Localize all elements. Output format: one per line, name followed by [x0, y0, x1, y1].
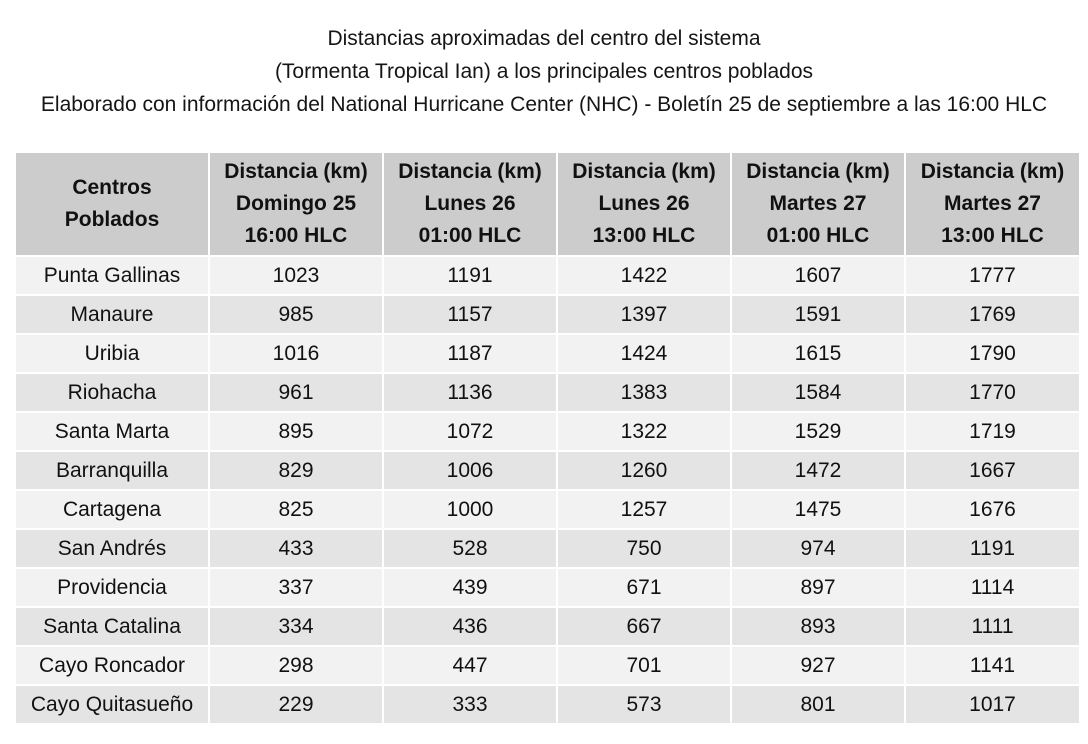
header-domingo-25-1600: Distancia (km) Domingo 25 16:00 HLC	[209, 153, 383, 256]
table-row	[16, 646, 1079, 685]
cell-centro: Cayo Quitasueño	[16, 685, 209, 723]
table-body	[16, 256, 1079, 723]
table-row	[16, 568, 1079, 607]
cell-centro: Manaure	[16, 295, 209, 334]
cell-distance: 825	[209, 490, 383, 529]
cell-centro: Cayo Roncador	[16, 646, 209, 685]
cell-distance: 701	[557, 646, 731, 685]
cell-distance: 1397	[557, 295, 731, 334]
cell-distance: 1424	[557, 334, 731, 373]
cell-distance: 1591	[731, 295, 905, 334]
cell-distance: 1191	[905, 529, 1079, 568]
cell-distance: 1111	[905, 607, 1079, 646]
title-line-2: (Tormenta Tropical Ian) a los principales centros poblados	[274, 60, 814, 83]
cell-distance: 671	[557, 568, 731, 607]
cell-distance: 1257	[557, 490, 731, 529]
cell-centro: Santa Catalina	[16, 607, 209, 646]
cell-distance: 436	[383, 607, 557, 646]
cell-distance: 1667	[905, 451, 1079, 490]
cell-distance: 801	[731, 685, 905, 723]
table-row	[16, 256, 1079, 295]
cell-distance: 1141	[905, 646, 1079, 685]
cell-distance: 1383	[557, 373, 731, 412]
table-row	[16, 334, 1079, 373]
distance-table	[16, 153, 1079, 723]
cell-distance: 1422	[557, 256, 731, 295]
cell-centro: Santa Marta	[16, 412, 209, 451]
cell-distance: 528	[383, 529, 557, 568]
cell-distance: 1719	[905, 412, 1079, 451]
cell-distance: 333	[383, 685, 557, 723]
cell-distance: 1191	[383, 256, 557, 295]
table-row	[16, 490, 1079, 529]
title-line-3: Elaborado con información del National Hurricane Center (NHC) - Boletín 25 de septiembre a las 16:00 HLC	[40, 93, 1048, 116]
cell-distance: 1615	[731, 334, 905, 373]
table-row	[16, 529, 1079, 568]
cell-centro: Barranquilla	[16, 451, 209, 490]
title-line-1: Distancias aproximadas del centro del sistema	[327, 27, 761, 50]
cell-distance: 1187	[383, 334, 557, 373]
cell-distance: 895	[209, 412, 383, 451]
cell-centro: Riohacha	[16, 373, 209, 412]
table-row	[16, 412, 1079, 451]
cell-distance: 1607	[731, 256, 905, 295]
cell-distance: 1000	[383, 490, 557, 529]
cell-distance: 1676	[905, 490, 1079, 529]
cell-distance: 961	[209, 373, 383, 412]
table-row	[16, 451, 1079, 490]
cell-distance: 1017	[905, 685, 1079, 723]
cell-distance: 1475	[731, 490, 905, 529]
cell-distance: 1136	[383, 373, 557, 412]
document-title	[0, 22, 1088, 121]
header-lunes-26-0100: Distancia (km) Lunes 26 01:00 HLC	[383, 153, 557, 256]
cell-distance: 974	[731, 529, 905, 568]
cell-distance: 927	[731, 646, 905, 685]
header-lunes-26-1300: Distancia (km) Lunes 26 13:00 HLC	[557, 153, 731, 256]
cell-distance: 667	[557, 607, 731, 646]
cell-distance: 1023	[209, 256, 383, 295]
cell-distance: 1260	[557, 451, 731, 490]
cell-distance: 1114	[905, 568, 1079, 607]
cell-distance: 1529	[731, 412, 905, 451]
cell-distance: 439	[383, 568, 557, 607]
cell-distance: 337	[209, 568, 383, 607]
header-martes-27-0100: Distancia (km) Martes 27 01:00 HLC	[731, 153, 905, 256]
cell-distance: 897	[731, 568, 905, 607]
cell-distance: 1472	[731, 451, 905, 490]
table-row	[16, 607, 1079, 646]
cell-distance: 893	[731, 607, 905, 646]
cell-distance: 829	[209, 451, 383, 490]
cell-distance: 1790	[905, 334, 1079, 373]
header-centros-poblados: Centros Poblados	[16, 153, 209, 256]
table-row	[16, 373, 1079, 412]
distance-table-container	[16, 153, 1079, 723]
cell-distance: 573	[557, 685, 731, 723]
cell-distance: 1777	[905, 256, 1079, 295]
cell-distance: 1584	[731, 373, 905, 412]
header-martes-27-1300: Distancia (km) Martes 27 13:00 HLC	[905, 153, 1079, 256]
cell-distance: 1157	[383, 295, 557, 334]
cell-distance: 1770	[905, 373, 1079, 412]
cell-distance: 985	[209, 295, 383, 334]
cell-distance: 334	[209, 607, 383, 646]
table-header-row	[16, 153, 1079, 256]
cell-centro: Uribia	[16, 334, 209, 373]
cell-distance: 1016	[209, 334, 383, 373]
cell-distance: 1072	[383, 412, 557, 451]
cell-centro: San Andrés	[16, 529, 209, 568]
cell-centro: Punta Gallinas	[16, 256, 209, 295]
cell-distance: 1322	[557, 412, 731, 451]
cell-distance: 433	[209, 529, 383, 568]
cell-distance: 298	[209, 646, 383, 685]
cell-distance: 229	[209, 685, 383, 723]
table-row	[16, 295, 1079, 334]
cell-distance: 1006	[383, 451, 557, 490]
cell-distance: 1769	[905, 295, 1079, 334]
cell-centro: Providencia	[16, 568, 209, 607]
cell-distance: 750	[557, 529, 731, 568]
cell-centro: Cartagena	[16, 490, 209, 529]
table-row	[16, 685, 1079, 723]
cell-distance: 447	[383, 646, 557, 685]
